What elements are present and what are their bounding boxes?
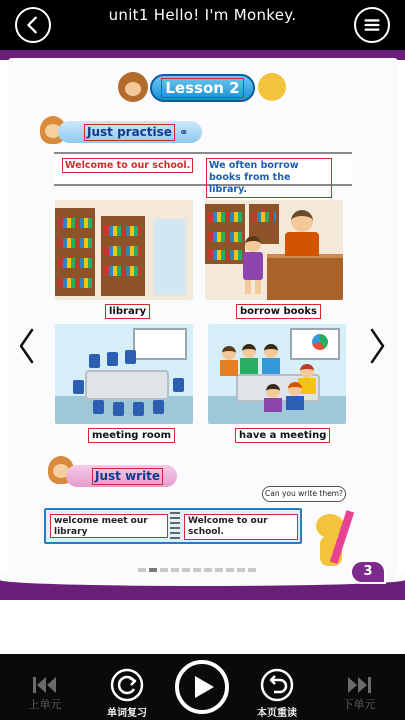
pager-dot[interactable] (226, 568, 234, 572)
lesson-banner (150, 74, 255, 102)
caption-have-a-meeting[interactable]: have a meeting (235, 428, 330, 443)
menu-icon (361, 14, 383, 36)
pager-dot[interactable] (193, 568, 201, 572)
pager-dot[interactable] (138, 568, 146, 572)
skip-back-icon (32, 676, 58, 694)
write-exercise-box (44, 508, 302, 544)
just-write-label: Just write (92, 468, 163, 485)
monkey-face-icon (118, 72, 148, 102)
menu-button[interactable] (354, 7, 390, 43)
borrow-books-picture[interactable] (205, 200, 343, 300)
write-answer-line[interactable]: Welcome to our school. (184, 514, 298, 540)
just-practise-tag (58, 121, 202, 143)
reread-page-button[interactable] (250, 654, 304, 720)
previous-page-arrow-icon[interactable] (16, 326, 36, 366)
sentence-borrow[interactable]: We often borrow books from the library. (206, 158, 332, 198)
refresh-icon (110, 668, 144, 702)
sentence-strip (54, 152, 352, 195)
just-practise-label: Just practise (84, 124, 175, 141)
page-indicator (138, 568, 256, 572)
pager-dot[interactable] (160, 568, 168, 572)
prev-unit-button[interactable] (22, 654, 68, 720)
word-bank[interactable]: welcome meet our library (50, 514, 168, 538)
word-review-label: 单词复习 (107, 708, 147, 719)
pager-dot[interactable] (204, 568, 212, 572)
caption-library[interactable]: library (105, 304, 150, 319)
play-icon (193, 675, 215, 699)
back-button[interactable] (15, 7, 51, 43)
sentence-welcome[interactable]: Welcome to our school. (62, 158, 193, 173)
undo-icon (260, 668, 294, 702)
skip-forward-icon (346, 676, 372, 694)
prev-unit-label: 上单元 (28, 698, 62, 711)
play-button[interactable] (175, 660, 229, 714)
next-unit-button[interactable] (336, 654, 382, 720)
next-page-arrow-icon[interactable] (368, 326, 388, 366)
cat-face-icon (258, 73, 286, 101)
top-bar (0, 0, 405, 50)
word-review-button[interactable] (100, 654, 154, 720)
library-picture[interactable] (55, 200, 193, 300)
lesson-title: Lesson 2 (161, 78, 243, 98)
have-a-meeting-picture[interactable] (208, 324, 346, 424)
headphones-icon: ⚭ (179, 126, 189, 139)
notebook-spiral (170, 512, 180, 542)
meeting-room-picture[interactable] (55, 324, 193, 424)
caption-borrow-books[interactable]: borrow books (236, 304, 321, 319)
page-frame-bottom (0, 580, 405, 600)
next-unit-label: 下单元 (342, 698, 376, 711)
pager-dot[interactable] (149, 568, 157, 572)
pager-dot[interactable] (182, 568, 190, 572)
caption-meeting-room[interactable]: meeting room (88, 428, 175, 443)
speech-bubble: Can you write them? (262, 486, 346, 502)
pager-dot[interactable] (248, 568, 256, 572)
reread-label: 本页重读 (257, 708, 297, 719)
page-number-badge: 3 (350, 560, 386, 584)
cat-with-pencil-icon (308, 508, 356, 572)
back-arrow-icon (22, 14, 44, 36)
pager-dot[interactable] (171, 568, 179, 572)
pager-dot[interactable] (215, 568, 223, 572)
page-title: unit1 Hello! I'm Monkey. (108, 6, 297, 24)
just-write-tag (66, 465, 177, 487)
pager-dot[interactable] (237, 568, 245, 572)
